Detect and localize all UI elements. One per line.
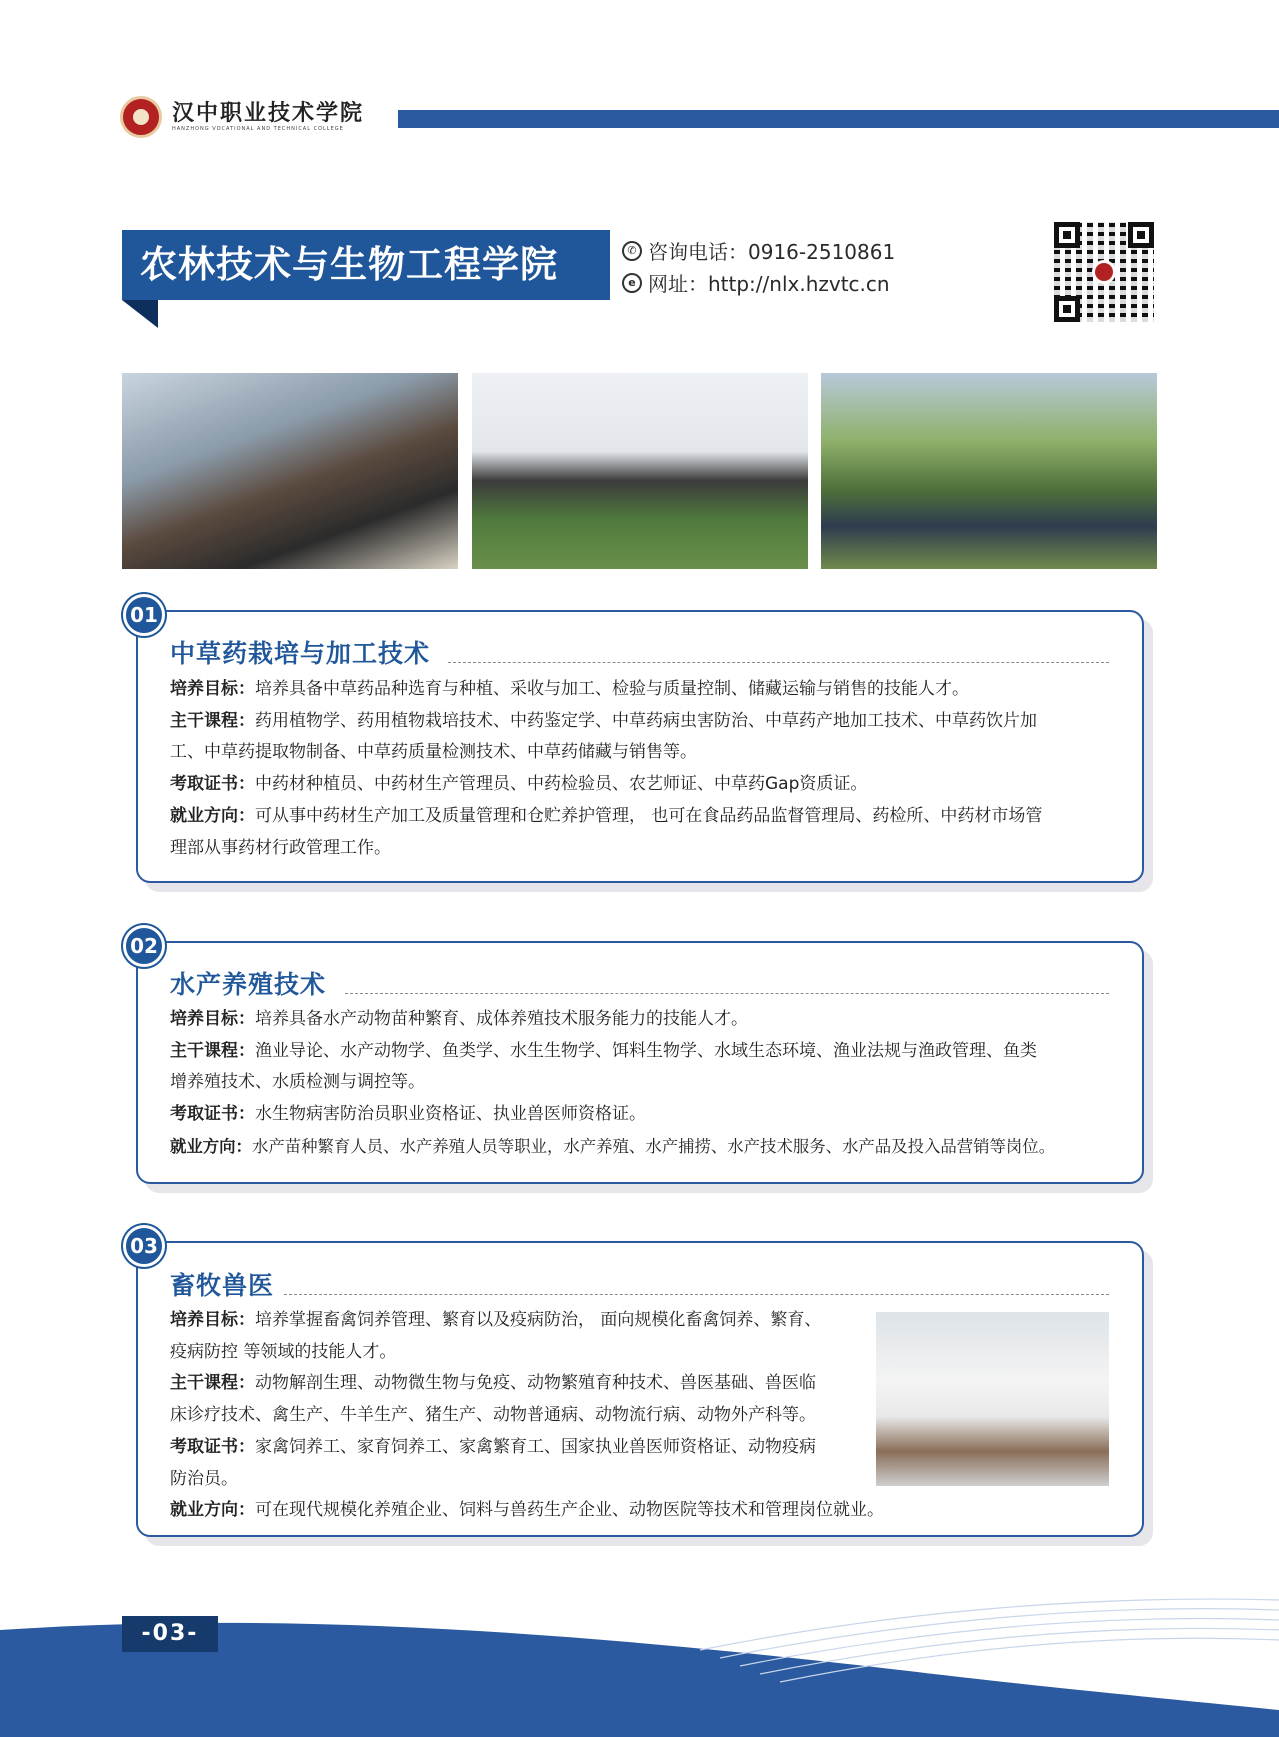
contact-website	[622, 268, 890, 297]
section-title: 水产养殖技术	[170, 970, 327, 999]
body-line: 床诊疗技术、禽生产、牛羊生产、猪生产、动物普通病、动物流行病、动物外产科等。	[170, 1405, 816, 1426]
section-number-badge: 02	[123, 925, 165, 967]
section-body	[170, 674, 1042, 864]
school-logo	[120, 96, 364, 138]
photo-landscape-model	[472, 373, 808, 569]
section-number-badge: 01	[123, 594, 165, 636]
section-title: 中草药栽培与加工技术	[170, 639, 431, 668]
body-line: 疫病防控 等领域的技能人才。	[170, 1341, 397, 1362]
body-line: 考取证书：家禽饲养工、家育饲养工、家禽繁育工、国家执业兽医师资格证、动物疫病	[170, 1436, 816, 1457]
body-line: 培养目标：培养具备中草药品种选育与种植、采收与加工、检验与质量控制、储藏运输与销售的技能人才。	[170, 679, 969, 699]
body-line: 防治员。	[170, 1468, 238, 1489]
body-line: 培养目标：培养掌握畜禽饲养管理、繁育以及疫病防治， 面向规模化畜禽饲养、繁育、	[170, 1310, 822, 1330]
body-line: 就业方向：可从事中药材生产加工及质量管理和仓贮养护管理， 也可在食品药品监督管理局、药检所、中药材市场管	[170, 805, 1043, 826]
body-line: 主干课程：药用植物学、药用植物栽培技术、中药鉴定学、中草药病虫害防治、中草药产地加工技术、中草药饮片加	[170, 710, 1037, 731]
qr-code-icon	[1054, 222, 1154, 322]
college-title: 农林技术与生物工程学院	[122, 230, 610, 300]
title-divider	[284, 1294, 1109, 1295]
body-line: 就业方向：可在现代规模化养殖企业、饲料与兽药生产企业、动物医院等技术和管理岗位就业。	[170, 1500, 884, 1521]
body-line: 就业方向：水产苗种繁育人员、水产养殖人员等职业，水产养殖、水产捕捞、水产技术服务、水产品及投入品营销等岗位。	[170, 1136, 1056, 1156]
contact-phone	[622, 236, 895, 265]
phone-icon: ✆	[622, 241, 642, 261]
body-line: 主干课程：渔业导论、水产动物学、鱼类学、水生生物学、饵料生物学、水域生态环境、渔业法规与渔政管理、鱼类	[170, 1040, 1037, 1061]
photo-outdoor-field-study	[821, 373, 1157, 569]
school-name-en: HANZHONG VOCATIONAL AND TECHNICAL COLLEGE	[172, 126, 344, 132]
school-name-cn: 汉中职业技术学院	[172, 100, 365, 126]
website-text: 网址：http://nlx.hzvtc.cn	[648, 272, 890, 296]
section-title: 畜牧兽医	[170, 1271, 275, 1300]
title-ribbon-fold	[122, 300, 158, 328]
photo-veterinary-lab	[876, 1312, 1109, 1486]
section-number-badge: 03	[123, 1225, 165, 1267]
body-line: 理部从事药材行政管理工作。	[170, 837, 391, 858]
section-body	[170, 1305, 884, 1527]
body-line: 考取证书：水生物病害防治员职业资格证、执业兽医师资格证。	[170, 1104, 646, 1125]
title-divider	[448, 662, 1109, 663]
school-name	[172, 101, 364, 133]
body-line: 考取证书：中药材种植员、中药材生产管理员、中药检验员、农艺师证、中草药Gap资质证。	[170, 774, 868, 795]
body-line: 培养目标：培养具备水产动物苗种繁育、成体养殖技术服务能力的技能人才。	[170, 1009, 748, 1029]
school-seal-icon	[120, 96, 162, 138]
section-body	[170, 1004, 1055, 1163]
header-bar	[398, 110, 1279, 128]
web-icon: e	[622, 273, 642, 293]
body-line: 增养殖技术、水质检测与调控等。	[170, 1072, 425, 1093]
title-divider	[345, 993, 1109, 994]
footer-wave	[0, 1590, 1279, 1737]
phone-text: 咨询电话：0916-2510861	[648, 240, 896, 264]
page-number: -03-	[122, 1616, 218, 1652]
body-line: 主干课程：动物解剖生理、动物微生物与免疫、动物繁殖育种技术、兽医基础、兽医临	[170, 1373, 816, 1394]
body-line: 工、中草药提取物制备、中草药质量检测技术、中草药储藏与销售等。	[170, 742, 697, 763]
photo-students-drawing	[122, 373, 458, 569]
